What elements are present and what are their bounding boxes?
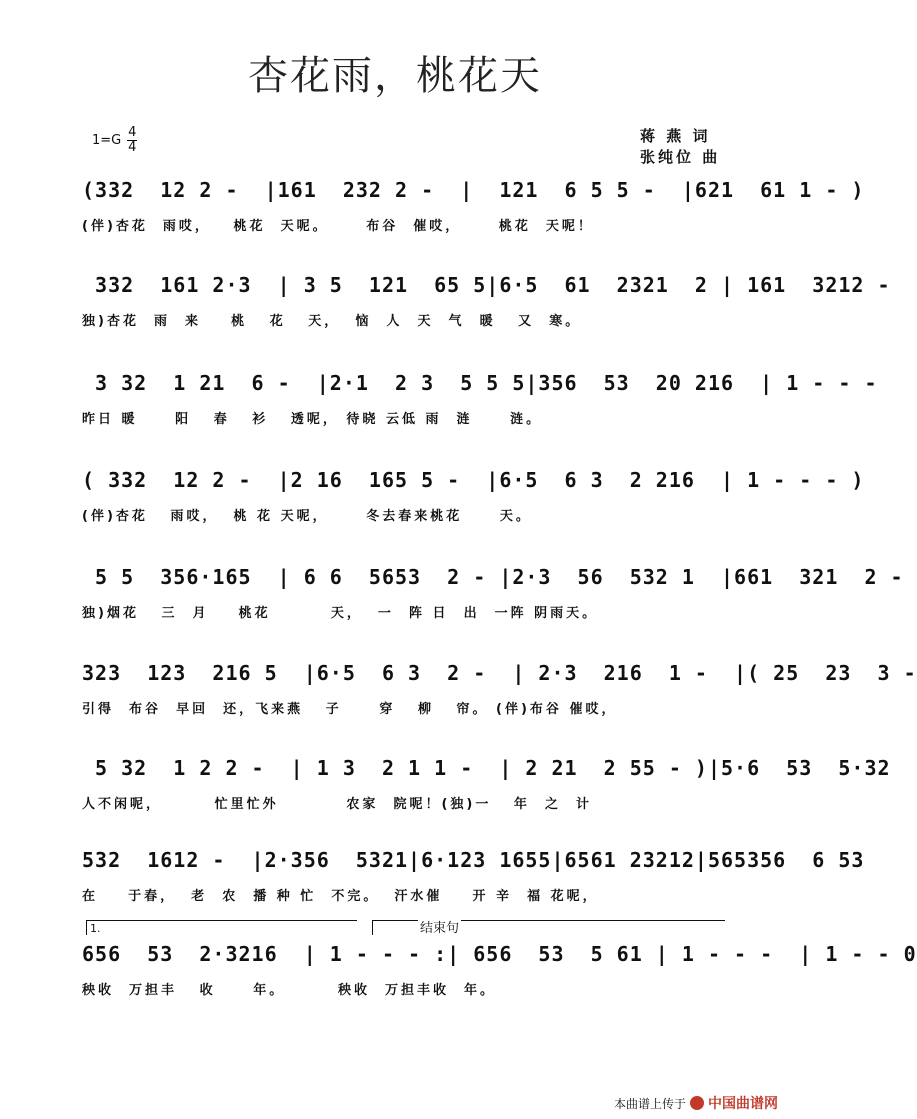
first-ending-label: 1. bbox=[90, 922, 101, 935]
score-row-3 bbox=[0, 361, 878, 447]
lyric-line: 昨日 暖 阳 春 衫 透呢， 待晓 云低 雨 涟 涟。 bbox=[82, 412, 543, 427]
score-row-4 bbox=[0, 458, 865, 544]
lyric-line: 人不闲呢， 忙里忙外 农家 院呢！(独)一 年 之 计 bbox=[82, 797, 593, 812]
composer: 张纯位 曲 bbox=[640, 148, 721, 166]
time-top: 4 bbox=[128, 125, 137, 140]
final-phrase-label: 结束句 bbox=[418, 917, 461, 936]
site-logo-icon bbox=[690, 1096, 704, 1110]
lyric-line: 秧收 万担丰 收 年。 秧收 万担丰收 年。 bbox=[82, 983, 497, 998]
footer-text: 本曲谱上传于 bbox=[613, 1096, 686, 1111]
notation-line: 332 161 2·3 | 3 5 121 65 5|6·5 61 2321 2 | 161 3212 - bbox=[82, 273, 891, 297]
notation-line: 5 5 356·165 | 6 6 5653 2 - |2·3 56 532 1 |661 321 2 - bbox=[82, 565, 904, 589]
score-row-1 bbox=[0, 168, 865, 254]
notation-line: (332 12 2 - |161 232 2 - | 121 6 5 5 - |621 61 1 - ) bbox=[82, 178, 865, 202]
notation-line: 532 1612 - |2·356 5321|6·123 1655|6561 23212|565356 6 53 bbox=[82, 848, 865, 872]
notation-line: 5 32 1 2 2 - | 1 3 2 1 1 - | 2 21 2 55 - )|5·6 53 5·32 bbox=[82, 756, 891, 780]
credits bbox=[640, 126, 720, 168]
key-label: 1=G bbox=[92, 133, 122, 148]
lyric-line: 独)烟花 三 月 桃花 天， 一 阵 日 出 一阵 阴雨天。 bbox=[82, 606, 599, 621]
notation-line: 3 32 1 21 6 - |2·1 2 3 5 5 5|356 53 20 216 | 1 - - - bbox=[82, 371, 878, 395]
lyric-line: 独)杏花 雨 来 桃 花 天， 恼 人 天 气 暖 又 寒。 bbox=[82, 314, 582, 329]
notation-line: 323 123 216 5 |6·5 6 3 2 - | 2·3 216 1 - |( 25 23 3 - bbox=[82, 661, 917, 685]
lyric-line: 在 于春， 老 农 播 种 忙 不完。 汗水催 开 辛 福 花呢， bbox=[82, 889, 599, 904]
lyric-line: 引得 布谷 早回 还，飞来燕 子 穿 柳 帘。 (伴)布谷 催哎， bbox=[82, 702, 618, 717]
score-row-5 bbox=[0, 555, 904, 641]
lyricist: 蒋 燕 词 bbox=[640, 127, 711, 145]
lyric-line: (伴)杏花 雨哎， 桃 花 天呢， 冬去春来桃花 天。 bbox=[82, 509, 532, 524]
lyric-line: (伴)杏花 雨哎， 桃花 天呢。 布谷 催哎， 桃花 天呢！ bbox=[82, 219, 594, 234]
score-row-7 bbox=[0, 746, 891, 832]
score-row-8 bbox=[0, 838, 865, 924]
score-row-6 bbox=[0, 651, 917, 737]
notation-line: 656 53 2·3216 | 1 - - - :| 656 53 5 61 | 1 - - - | 1 - - 0 bbox=[82, 942, 917, 966]
score-row-9 bbox=[0, 932, 917, 1018]
time-signature bbox=[127, 126, 137, 155]
site-name[interactable]: 中国曲谱网 bbox=[708, 1096, 778, 1112]
footer bbox=[614, 1093, 778, 1113]
song-title: 杏花雨，桃花天 bbox=[248, 53, 542, 99]
score-row-2 bbox=[0, 263, 891, 349]
time-bottom: 4 bbox=[128, 140, 137, 155]
key-signature bbox=[92, 126, 137, 155]
notation-line: ( 332 12 2 - |2 16 165 5 - |6·5 6 3 2 216 | 1 - - - ) bbox=[82, 468, 865, 492]
